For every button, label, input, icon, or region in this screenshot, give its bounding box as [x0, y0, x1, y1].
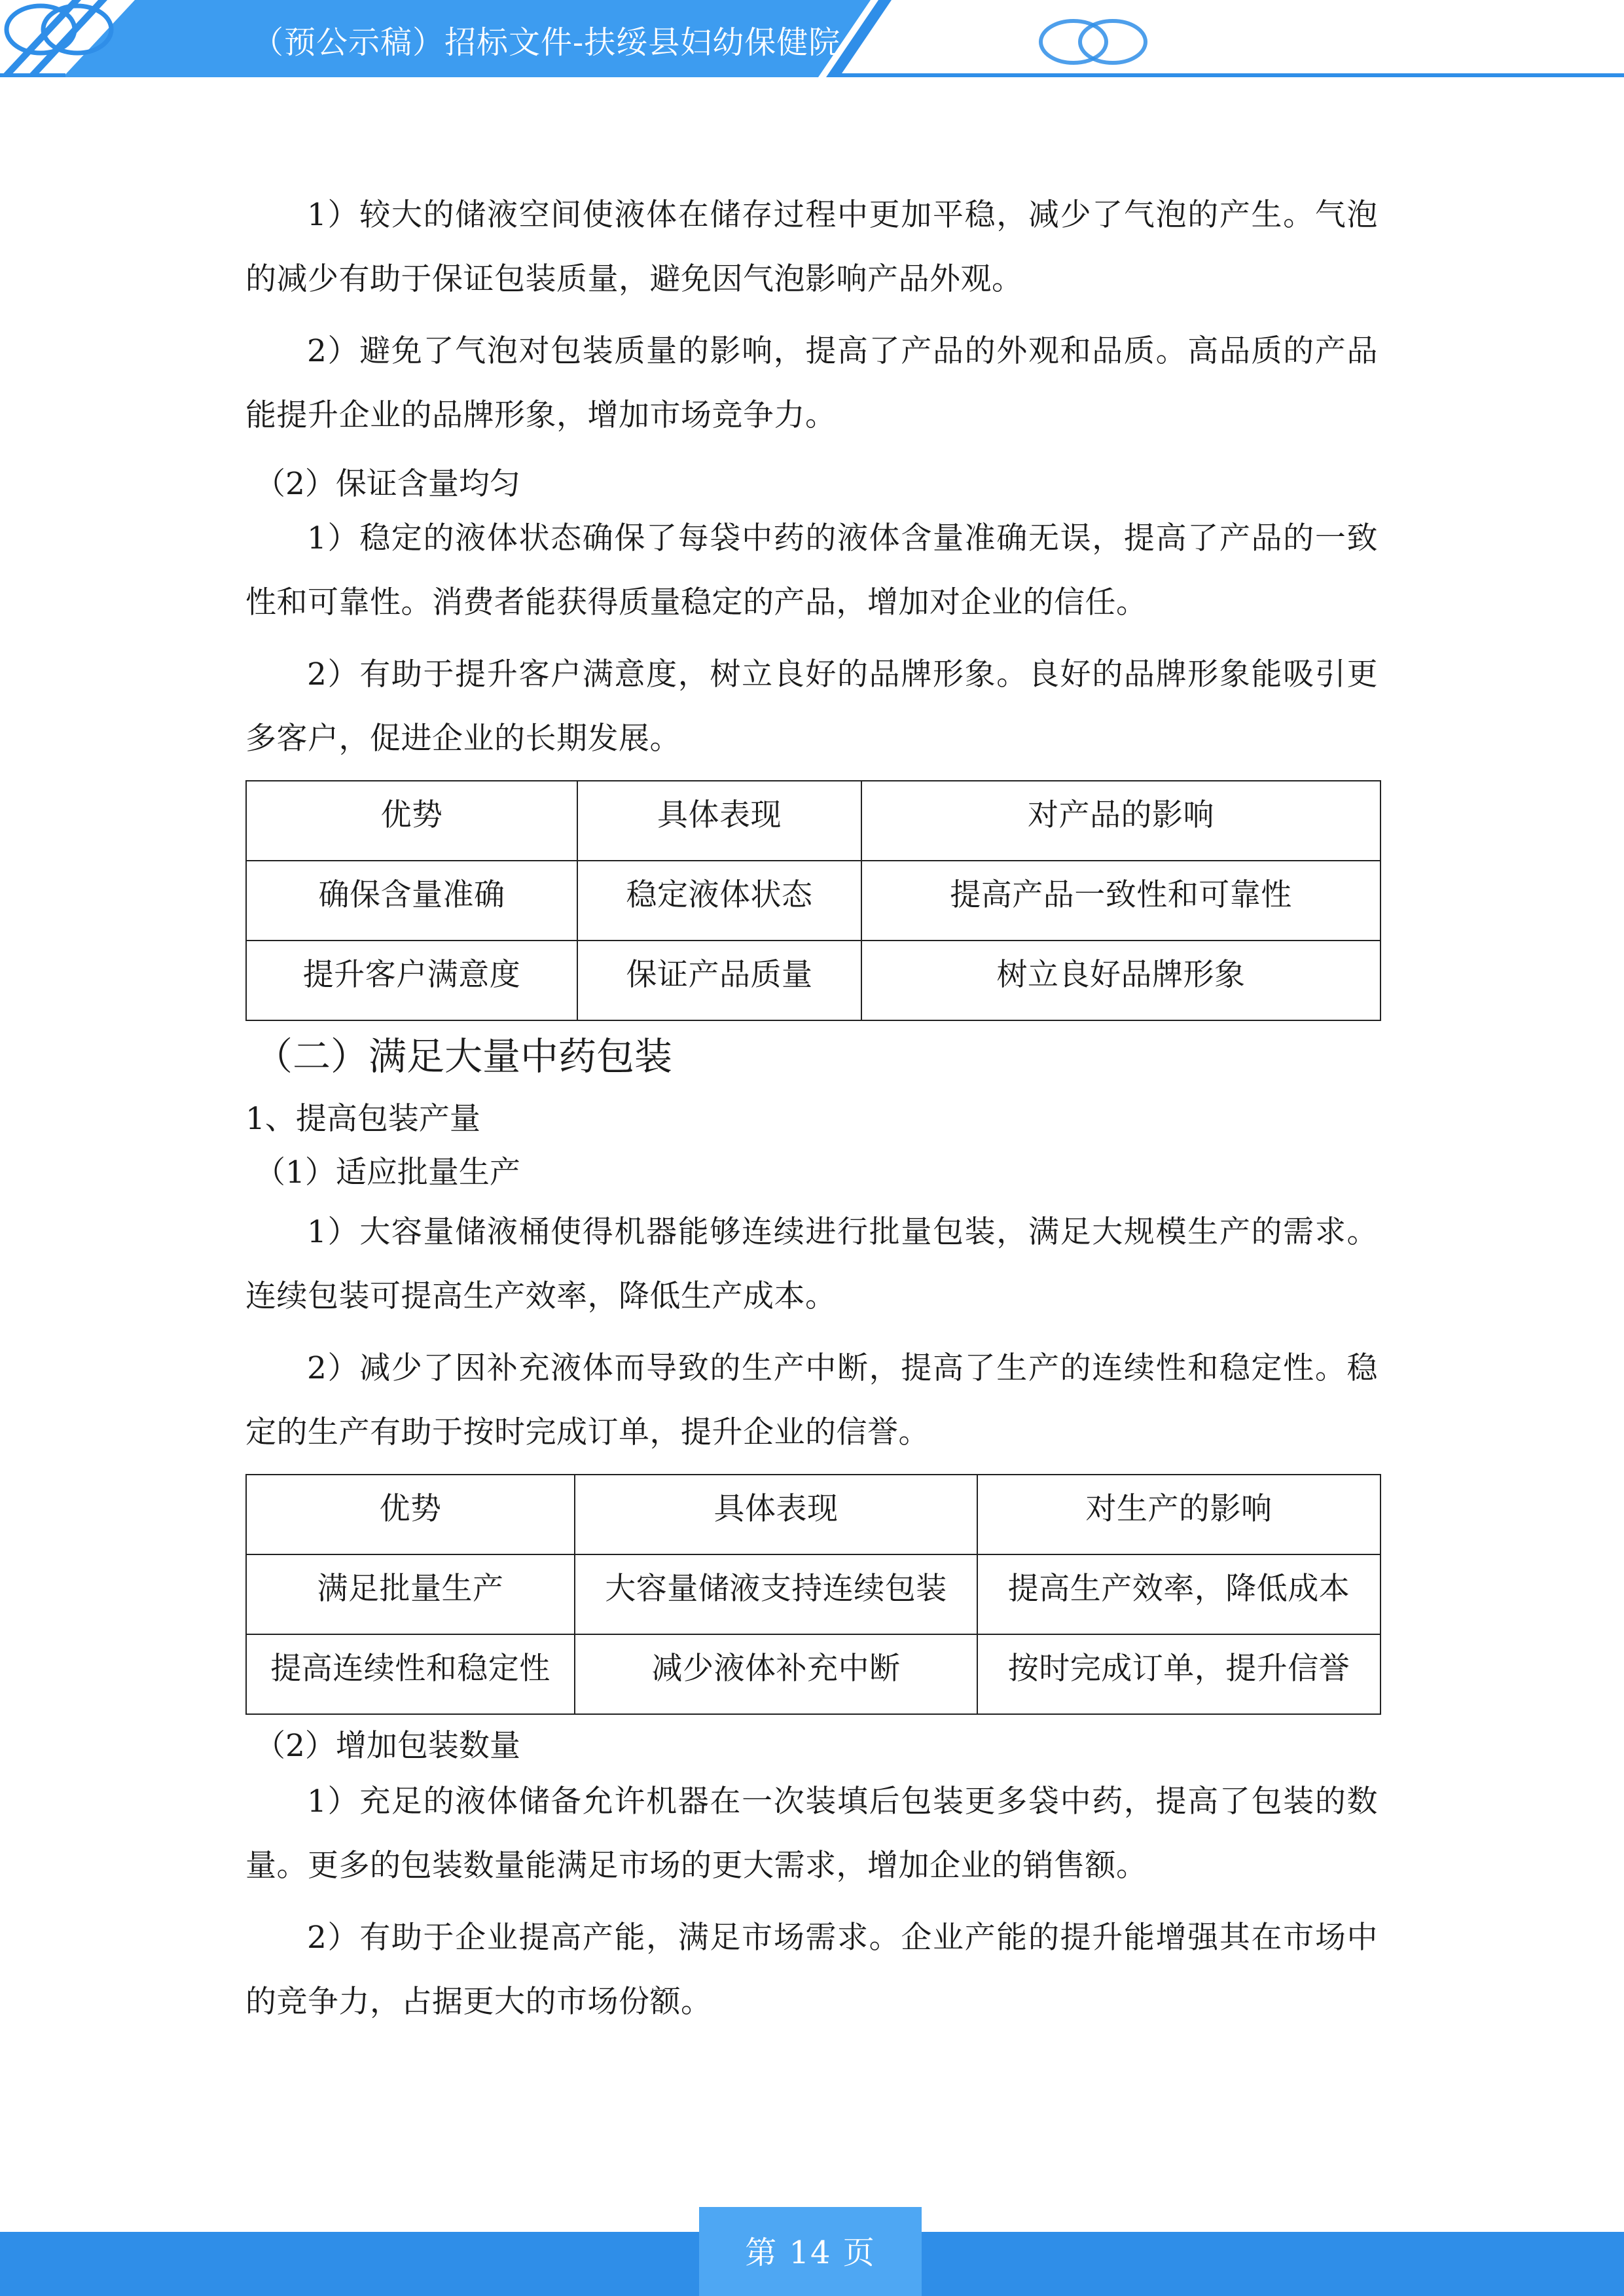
section-heading: （二）满足大量中药包装 — [255, 1034, 673, 1079]
table-cell: 树立良好品牌形象 — [861, 941, 1380, 1020]
paragraph: 2）有助于企业提高产能，满足市场需求。企业产能的提升能增强其在市场中的竞争力，占据更大的市场份额。 — [245, 1920, 1378, 2020]
table-header-cell: 具体表现 — [575, 1475, 977, 1554]
table-header-row — [246, 1475, 1380, 1554]
advantage-table-production — [245, 1474, 1381, 1715]
table-cell: 大容量储液支持连续包装 — [575, 1554, 977, 1634]
sub-heading: （1）适应批量生产 — [255, 1155, 520, 1191]
page-number: 第 14 页 — [745, 2234, 876, 2271]
header-title: （预公示稿）招标文件-扶绥县妇幼保健院 — [252, 24, 841, 61]
table-header-cell: 对生产的影响 — [977, 1475, 1380, 1554]
item-heading: 1、提高包装产量 — [245, 1101, 480, 1137]
paragraph: 1）较大的储液空间使液体在储存过程中更加平稳，减少了气泡的产生。气泡的减少有助于保证包装质量，避免因气泡影响产品外观。 — [245, 197, 1378, 297]
table-row — [246, 1634, 1380, 1714]
table-cell: 提高连续性和稳定性 — [246, 1634, 575, 1714]
table-cell: 提升客户满意度 — [246, 941, 577, 1020]
table-cell: 保证产品质量 — [577, 941, 861, 1020]
sub-heading: （2）增加包装数量 — [255, 1728, 520, 1764]
table-cell: 稳定液体状态 — [577, 861, 861, 941]
table-cell: 减少液体补充中断 — [575, 1634, 977, 1714]
table-row — [246, 941, 1380, 1020]
page-header — [0, 0, 1624, 85]
paragraph: 2）减少了因补充液体而导致的生产中断，提高了生产的连续性和稳定性。稳定的生产有助于按时完成订单，提升企业的信誉。 — [245, 1350, 1378, 1450]
table-cell: 提高生产效率，降低成本 — [977, 1554, 1380, 1634]
sub-heading: （2）保证含量均匀 — [255, 466, 520, 502]
table-header-cell: 对产品的影响 — [861, 781, 1380, 861]
paragraph: 1）充足的液体储备允许机器在一次装填后包装更多袋中药，提高了包装的数量。更多的包装数量能满足市场的更大需求，增加企业的销售额。 — [245, 1784, 1378, 1884]
paragraph: 2）有助于提升客户满意度，树立良好的品牌形象。良好的品牌形象能吸引更多客户，促进企业的长期发展。 — [245, 656, 1378, 757]
table-header-row — [246, 781, 1380, 861]
paragraph: 2）避免了气泡对包装质量的影响，提高了产品的外观和品质。高品质的产品能提升企业的品牌形象，增加市场竞争力。 — [245, 333, 1378, 433]
double-ring-icon — [0, 0, 118, 59]
table-cell: 按时完成订单，提升信誉 — [977, 1634, 1380, 1714]
table-row — [246, 1554, 1380, 1634]
advantage-table-product — [245, 780, 1381, 1021]
faded-logo-icon — [1028, 14, 1159, 69]
document-body — [245, 183, 1378, 2034]
table-header-cell: 具体表现 — [577, 781, 861, 861]
table-header-cell: 优势 — [246, 781, 577, 861]
table-cell: 提高产品一致性和可靠性 — [861, 861, 1380, 941]
paragraph: 1）大容量储液桶使得机器能够连续进行批量包装，满足大规模生产的需求。连续包装可提高生产效率，降低生产成本。 — [245, 1214, 1378, 1314]
table-cell: 确保含量准确 — [246, 861, 577, 941]
table-cell: 满足批量生产 — [246, 1554, 575, 1634]
table-header-cell: 优势 — [246, 1475, 575, 1554]
table-row — [246, 861, 1380, 941]
paragraph: 1）稳定的液体状态确保了每袋中药的液体含量准确无误，提高了产品的一致性和可靠性。消费者能获得质量稳定的产品，增加对企业的信任。 — [245, 520, 1378, 620]
